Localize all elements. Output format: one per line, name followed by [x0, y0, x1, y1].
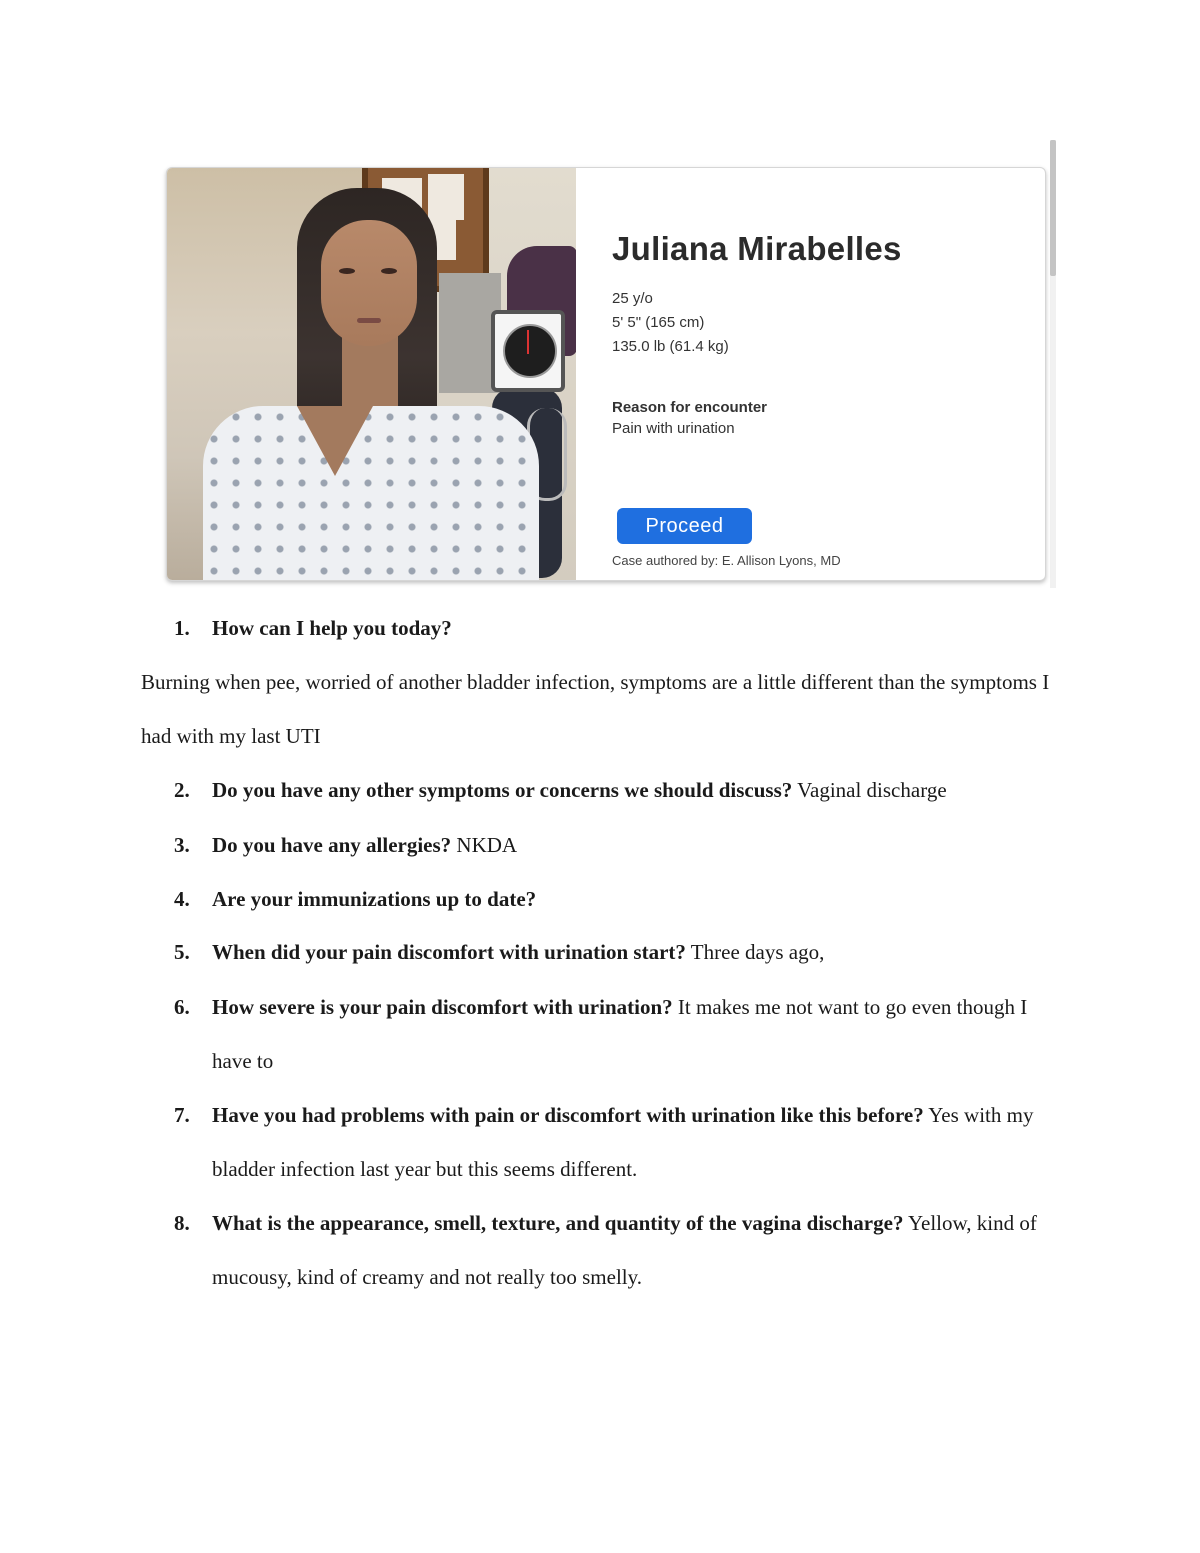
item-number: 4. — [174, 887, 190, 911]
reason-value: Pain with urination — [612, 420, 735, 437]
case-author: Case authored by: E. Allison Lyons, MD — [612, 553, 841, 568]
list-item — [174, 1196, 1072, 1304]
item-number: 1. — [174, 616, 190, 640]
answer-text: It makes me not want to go even though I have to — [212, 995, 1028, 1073]
question-text: What is the appearance, smell, texture, and quantity of the vagina discharge? — [212, 1211, 904, 1235]
scrollbar-thumb[interactable] — [1050, 140, 1056, 276]
question-text: Do you have any allergies? — [212, 833, 452, 857]
question-text: Have you had problems with pain or discomfort with urination like this before? — [212, 1103, 924, 1127]
list-item — [174, 980, 1072, 1088]
item-number: 8. — [174, 1211, 190, 1235]
question-text: Are your immunizations up to date? — [212, 887, 537, 911]
patient-card — [166, 167, 1046, 581]
list-item — [174, 601, 1072, 655]
answer-paragraph: Burning when pee, worried of another bladder infection, symptoms are a little different than the symptoms I had with my last UTI — [141, 670, 1050, 748]
answer-text: Three days ago, — [690, 940, 825, 964]
list-item — [174, 872, 1072, 926]
question-text: When did your pain discomfort with urination start? — [212, 940, 686, 964]
answer-text: Yellow, kind of mucousy, kind of creamy and not really too smelly. — [212, 1211, 1037, 1289]
item-number: 6. — [174, 995, 190, 1019]
list-item — [174, 1088, 1072, 1196]
reason-label: Reason for encounter — [612, 399, 768, 416]
patient-avatar-photo — [167, 168, 576, 580]
item-number: 5. — [174, 940, 190, 964]
question-text: Do you have any other symptoms or concerns we should discuss? — [212, 778, 793, 802]
list-item — [174, 925, 1072, 979]
question-text: How severe is your pain discomfort with urination? — [212, 995, 673, 1019]
proceed-button[interactable]: Proceed — [617, 508, 752, 544]
patient-face — [321, 220, 417, 346]
answer-text: Vaginal discharge — [797, 778, 947, 802]
answer-text: Yes with my bladder infection last year but this seems different. — [212, 1103, 1034, 1181]
gown-neckline — [297, 406, 373, 476]
scrollbar[interactable] — [1050, 140, 1056, 588]
item-number: 2. — [174, 778, 190, 802]
patient-height: 5' 5" (165 cm) — [612, 314, 705, 331]
list-item — [174, 763, 1072, 817]
sphygmomanometer-gauge — [491, 310, 565, 392]
patient-screenshot — [166, 140, 1060, 588]
item-number: 3. — [174, 833, 190, 857]
patient-name: Juliana Mirabelles — [612, 230, 902, 267]
list-item — [174, 818, 1072, 872]
question-text: How can I help you today? — [212, 616, 452, 640]
item-number: 7. — [174, 1103, 190, 1127]
patient-weight: 135.0 lb (61.4 kg) — [612, 338, 729, 355]
answer-text: NKDA — [456, 833, 518, 857]
patient-age: 25 y/o — [612, 290, 653, 307]
patient-info-panel — [612, 168, 1032, 580]
